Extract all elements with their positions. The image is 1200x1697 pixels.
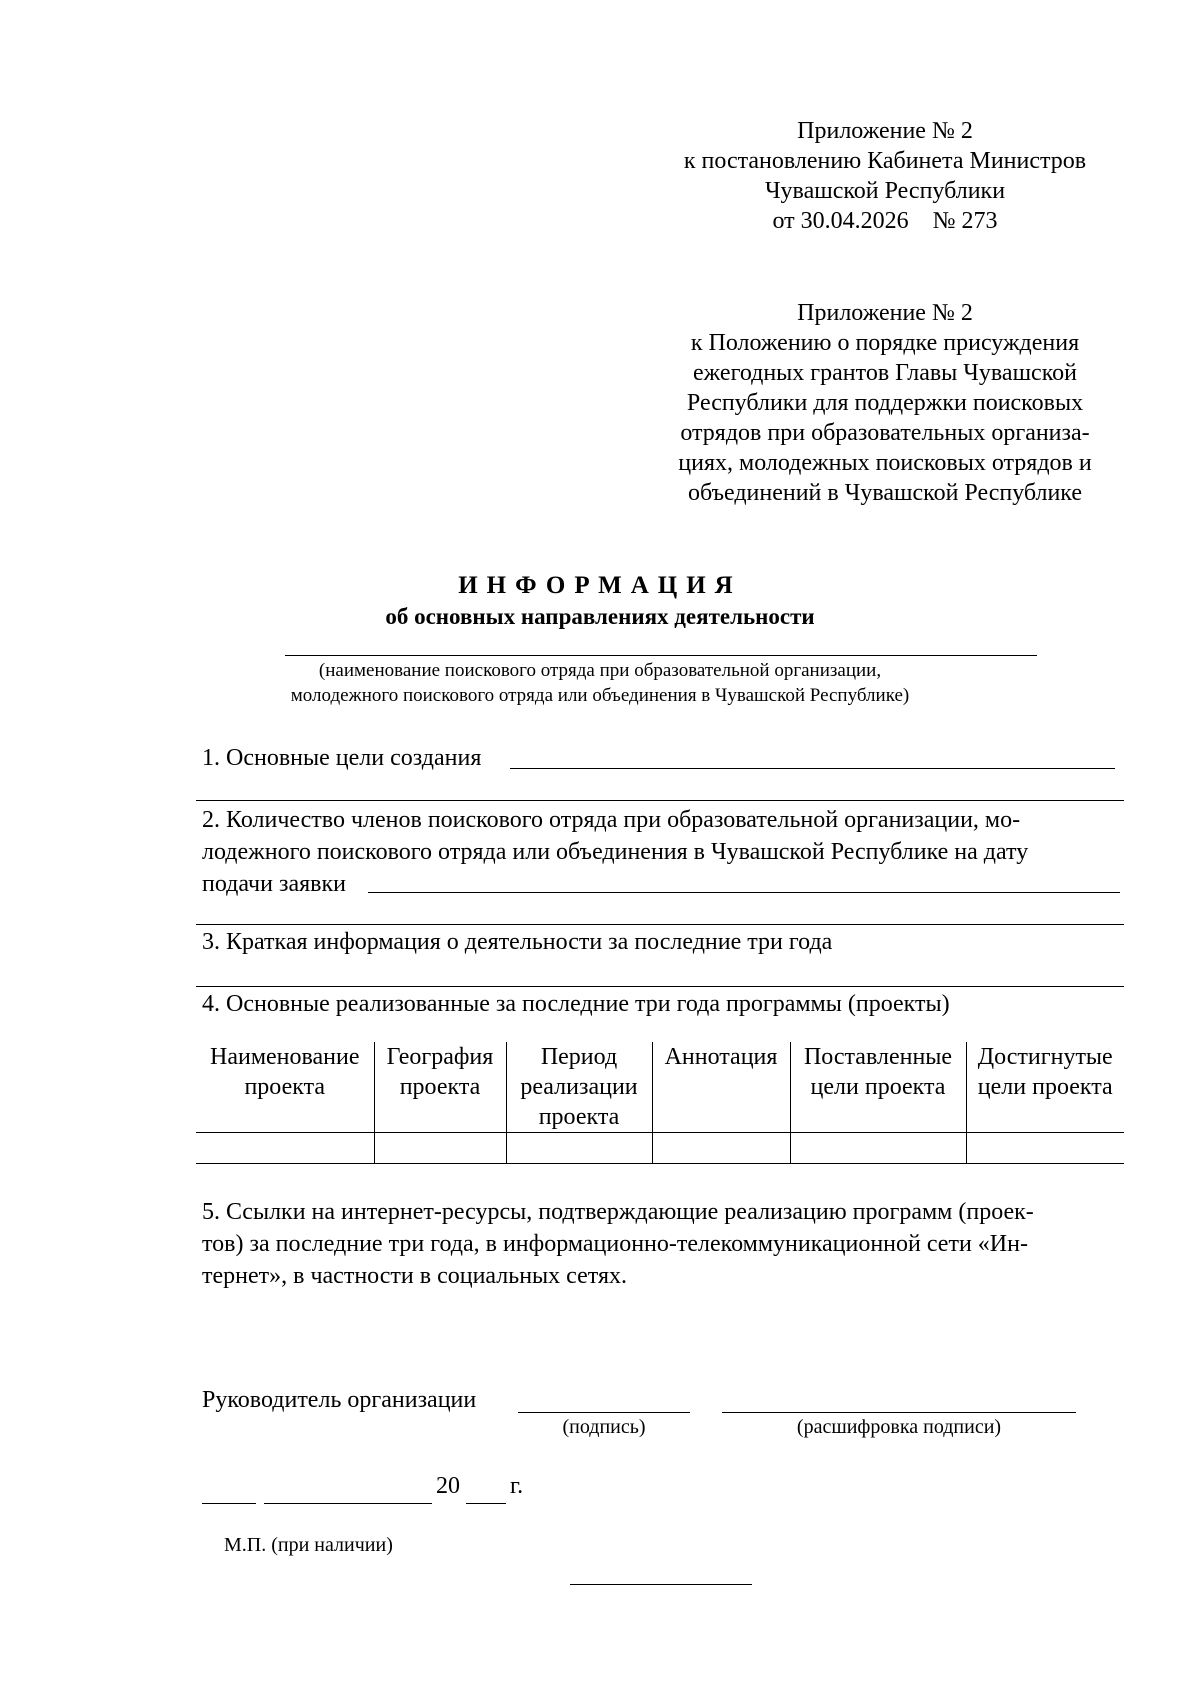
table-header-cell: Поставленные цели проекта xyxy=(790,1042,966,1133)
name-caption-line: молодежного поискового отряда или объединения в Чувашской Республике) xyxy=(290,685,910,706)
table-cell[interactable] xyxy=(196,1133,374,1164)
appendix-header-1 xyxy=(660,116,1110,236)
table-cell[interactable] xyxy=(790,1133,966,1164)
section-5-line: тернет», в частности в социальных сетях. xyxy=(202,1263,627,1289)
appendix-2-line: объединений в Чувашской Республике xyxy=(687,480,1083,506)
date-month-line[interactable] xyxy=(264,1503,432,1504)
section-5-line: 5. Ссылки на интернет-ресурсы, подтверждающие реализацию программ (проек- xyxy=(202,1199,1034,1225)
document-title: ИНФОРМАЦИЯ xyxy=(458,572,742,599)
appendix-2-line: ежегодных грантов Главы Чувашской xyxy=(693,360,1077,386)
section-2-fill-line[interactable] xyxy=(368,892,1120,893)
appendix-2-line: Приложение № 2 xyxy=(797,300,973,326)
stamp-label: М.П. (при наличии) xyxy=(224,1534,393,1556)
appendix-2-line: циях, молодежных поисковых отрядов и xyxy=(678,450,1092,476)
section-1-fill-line[interactable] xyxy=(510,768,1115,769)
table-header-cell: Аннотация xyxy=(652,1042,790,1133)
section-2-line: подачи заявки xyxy=(202,871,346,897)
appendix-2-line: Республики для поддержки поисковых xyxy=(686,390,1084,416)
name-caption-line: (наименование поискового отряда при образовательной организации, xyxy=(318,660,882,681)
appendix-2-line: к Положению о порядке присуждения xyxy=(690,330,1080,356)
document-subtitle: об основных направлениях деятельности xyxy=(385,604,815,629)
bottom-separator xyxy=(570,1584,752,1585)
table-cell[interactable] xyxy=(652,1133,790,1164)
signature-caption: (подпись) xyxy=(562,1416,646,1438)
section-3-label: 3. Краткая информация о деятельности за последние три года xyxy=(202,929,833,955)
table-row xyxy=(196,1133,1124,1164)
section-5-text xyxy=(202,1196,1034,1292)
signature-label: Руководитель организации xyxy=(202,1387,477,1413)
signature-decode-line[interactable] xyxy=(722,1412,1076,1413)
section-5-line: тов) за последние три года, в информационно-телекоммуникационной сети «Ин- xyxy=(202,1231,1028,1257)
table-cell[interactable] xyxy=(966,1133,1124,1164)
date-year-line[interactable] xyxy=(466,1503,506,1504)
signature-decode-caption: (расшифровка подписи) xyxy=(796,1416,1002,1438)
table-cell[interactable] xyxy=(506,1133,652,1164)
section-2-fill-line-2[interactable] xyxy=(196,924,1124,925)
appendix-1-line: Чувашской Республики xyxy=(764,178,1006,204)
section-1-fill-line-2[interactable] xyxy=(196,800,1124,801)
date-year-suffix: г. xyxy=(510,1473,524,1499)
date-day-line[interactable] xyxy=(202,1503,256,1504)
section-2-line: 2. Количество членов поискового отряда при образовательной организации, мо- xyxy=(202,807,1021,833)
appendix-2-line: отрядов при образовательных организа- xyxy=(680,420,1090,446)
section-4-label: 4. Основные реализованные за последние три года программы (проекты) xyxy=(202,991,950,1017)
appendix-1-line: к постановлению Кабинета Министров xyxy=(683,148,1087,174)
projects-table xyxy=(196,1042,1124,1164)
date-year-prefix: 20 xyxy=(436,1473,460,1499)
signature-line[interactable] xyxy=(518,1412,690,1413)
table-header-cell: Достигнутые цели проекта xyxy=(966,1042,1124,1133)
section-2-text xyxy=(202,804,1028,900)
appendix-1-line: от 30.04.2026 № 273 xyxy=(772,208,998,234)
table-cell[interactable] xyxy=(374,1133,506,1164)
appendix-header-2 xyxy=(660,298,1110,508)
section-2-line: лодежного поискового отряда или объединения в Чувашской Республике на дату xyxy=(202,839,1029,865)
name-fill-line[interactable] xyxy=(285,655,1037,656)
table-header-cell: Наименование проекта xyxy=(196,1042,374,1133)
appendix-1-line: Приложение № 2 xyxy=(797,118,973,144)
section-1-label: 1. Основные цели создания xyxy=(202,745,482,771)
table-header-cell: Период реализации проекта xyxy=(506,1042,652,1133)
name-caption xyxy=(0,658,1200,708)
table-header-cell: География проекта xyxy=(374,1042,506,1133)
section-3-fill-line[interactable] xyxy=(196,986,1124,987)
table-header-row xyxy=(196,1042,1124,1133)
